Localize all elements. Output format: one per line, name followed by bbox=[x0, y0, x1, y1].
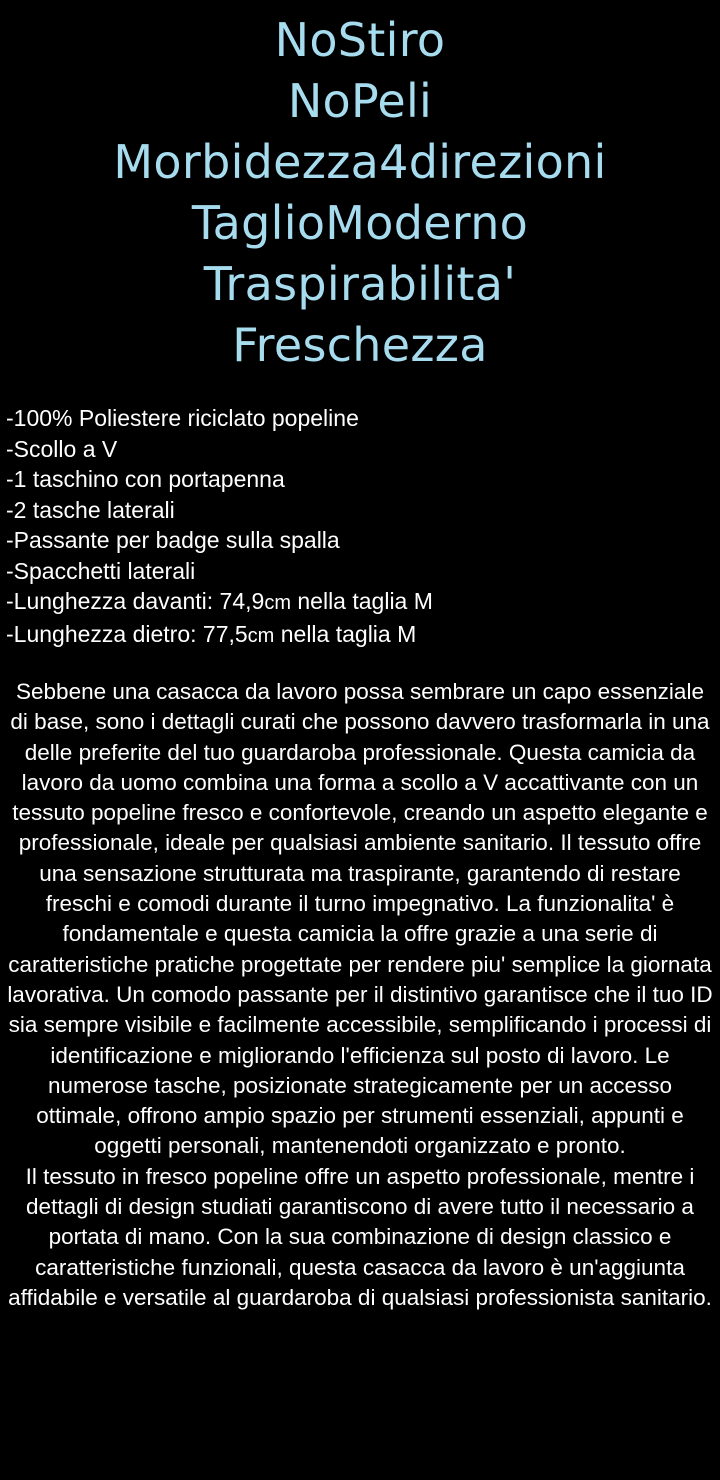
spec-item-side-slits: -Spacchetti laterali bbox=[6, 557, 196, 584]
back-length-value: -Lunghezza dietro: 77,5 bbox=[6, 620, 248, 647]
front-length-unit: cm bbox=[264, 592, 291, 614]
spec-item-back-length bbox=[6, 619, 706, 652]
spec-item-badge-loop: -Passante per badge sulla spalla bbox=[6, 527, 340, 553]
description-paragraph: Sebbene una casacca da lavoro possa sembrare un capo essenziale di base, sono i dettagli curati che possono davvero trasformarla in una delle preferite del tuo guardaroba professionale. Questa camicia da lavoro da uomo combina una forma a scollo a V accattivante con un tessuto popeline fresco e confortevole, creando un aspetto elegante e professionale, ideale per qualsiasi ambiente sanitario. Il tessuto offre una sensazione strutturata ma traspirante, garantendo di restare freschi e comodi durante il turno impegnativo. La funzionalita' è fondamentale e questa camicia la offre grazie a una serie di caratteristiche pratiche progettate per rendere piu' semplice la giornata lavorativa. Un comodo passante per il distintivo garantisce che il tuo ID sia sempre visibile e facilmente accessibile, semplificando i processi di identificazione e migliorando l'efficienza sul posto di lavoro. Le numerose tasche, posizionate strategicamente per un accesso ottimale, offrono ampio spazio per strumenti essenziali, appunti e oggetti personali, mantenendoti organizzato e pronto. bbox=[7, 679, 713, 1159]
headline-line-modern-cut: TaglioModerno bbox=[191, 196, 529, 250]
spec-item-neckline: -Scollo a V bbox=[6, 435, 118, 462]
front-length-value: -Lunghezza davanti: 74,9 bbox=[6, 588, 265, 614]
headline-line-no-ironing: NoStiro bbox=[274, 13, 446, 67]
back-length-unit: cm bbox=[247, 624, 275, 647]
headline-line-four-way-softness: Morbidezza4direzioni bbox=[113, 135, 607, 189]
feature-headline bbox=[0, 10, 720, 376]
spec-list bbox=[6, 403, 706, 651]
spec-item-chest-pocket: -1 taschino con portapenna bbox=[6, 466, 285, 492]
spec-item-front-length bbox=[6, 586, 706, 619]
headline-line-no-lint: NoPeli bbox=[287, 74, 433, 128]
front-length-size-note: nella taglia M bbox=[290, 588, 433, 614]
product-description bbox=[6, 677, 714, 1313]
spec-item-fabric: -100% Poliestere riciclato popeline bbox=[6, 405, 359, 431]
headline-line-freshness: Freschezza bbox=[232, 318, 488, 372]
headline-line-breathability: Traspirabilita' bbox=[203, 257, 517, 311]
spec-item-side-pockets: -2 tasche laterali bbox=[6, 496, 175, 523]
description-paragraph: Il tessuto in fresco popeline offre un aspetto professionale, mentre i dettagli di design studiati garantiscono di avere tutto il necessario a portata di mano. Con la sua combinazione di design classico e caratteristiche funzionali, questa casacca da lavoro è un'aggiunta affidabile e versatile al guardaroba di qualsiasi professionista sanitario. bbox=[8, 1163, 712, 1310]
back-length-size-note: nella taglia M bbox=[274, 620, 417, 647]
